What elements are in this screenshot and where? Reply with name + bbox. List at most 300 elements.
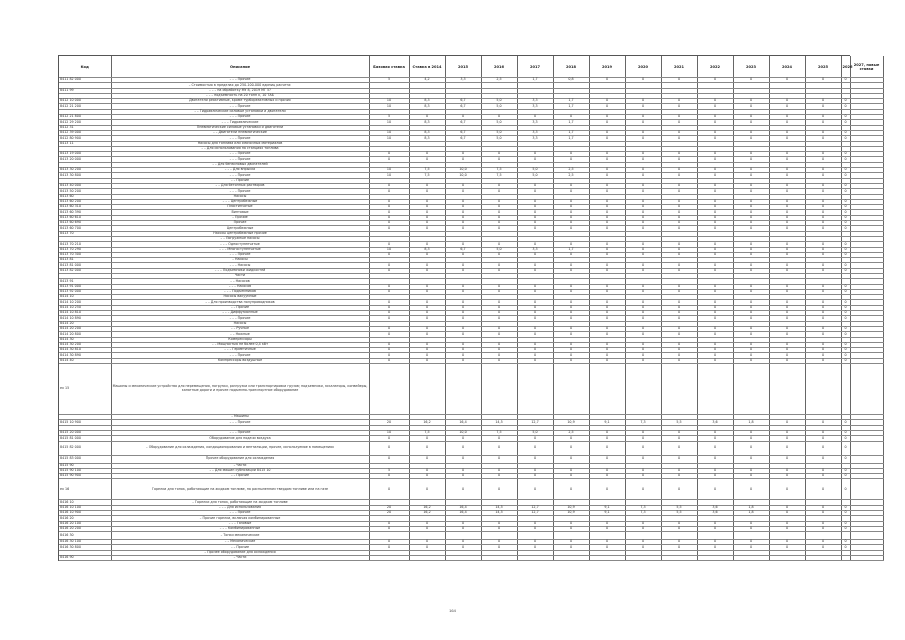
rate-cell: 0 bbox=[769, 247, 805, 252]
rate-cell: 0 bbox=[769, 289, 805, 294]
row-code: 8413 70 210 bbox=[59, 242, 111, 247]
rate-cell: 0 bbox=[661, 221, 697, 226]
row-code: 8414 30 890 bbox=[59, 353, 111, 358]
rate-cell: 0 bbox=[841, 157, 850, 162]
rate-cell: 0 bbox=[733, 247, 769, 252]
rate-cell: 0 bbox=[481, 152, 517, 157]
rate-cell: 0 bbox=[769, 311, 805, 316]
rate-cell: 0 bbox=[841, 104, 850, 109]
rate-cell: 0 bbox=[445, 205, 481, 210]
row-code: 8416 20 bbox=[59, 516, 111, 521]
rate-cell: 0 bbox=[733, 120, 769, 125]
rate-cell: 0 bbox=[481, 540, 517, 545]
rate-cell: 0 bbox=[733, 436, 769, 441]
rate-cell: 0 bbox=[517, 468, 553, 473]
rate-cell: 10 bbox=[369, 173, 409, 178]
rate-cell: 0 bbox=[697, 441, 733, 455]
rate-cell: 0 bbox=[481, 210, 517, 215]
rate-cell: 0 bbox=[553, 157, 589, 162]
rate-cell: 3,6 bbox=[697, 420, 733, 425]
rate-cell: 0 bbox=[805, 168, 841, 173]
rate-cell: 0 bbox=[805, 348, 841, 353]
rate-cell: 0 bbox=[553, 215, 589, 220]
row-description: – – Насосов bbox=[111, 279, 369, 284]
rate-cell: 0 bbox=[445, 521, 481, 526]
rate-cell: 0 bbox=[625, 436, 661, 441]
rate-cell: 0 bbox=[769, 152, 805, 157]
row-description: Винтовые bbox=[111, 210, 369, 215]
rate-cell: 0 bbox=[661, 152, 697, 157]
rate-cell: 0 bbox=[769, 526, 805, 531]
row-description: Пневматические силовые установки и двигатели bbox=[111, 125, 369, 130]
rate-cell: 1,7 bbox=[517, 78, 553, 83]
rate-cell: 0 bbox=[805, 441, 841, 455]
rate-cell: 0 bbox=[769, 157, 805, 162]
rate-cell: 0 bbox=[841, 358, 850, 363]
rate-cell: 3,3 bbox=[517, 130, 553, 135]
rate-cell: 0 bbox=[697, 526, 733, 531]
rate-cell: 0 bbox=[517, 300, 553, 305]
rate-cell: 0 bbox=[661, 242, 697, 247]
rate-cell: 7,5 bbox=[481, 173, 517, 178]
rate-cell: 0 bbox=[697, 78, 733, 83]
rate-cell: 20 bbox=[369, 511, 409, 516]
rate-cell: 0 bbox=[697, 289, 733, 294]
rate-cell: 0 bbox=[769, 430, 805, 435]
row-description: Машины и механические устройства для перемещения, погрузки, разгрузки или транспортировки грузов; подъемники, эскалаторы, конвейеры, канатные дороги и прочее подъемно-транспортное оборудование bbox=[111, 364, 369, 415]
rate-cell: 0 bbox=[733, 430, 769, 435]
rate-cell: 0 bbox=[733, 289, 769, 294]
row-description: Компрессоры воздушные bbox=[111, 358, 369, 363]
rate-cell: 0 bbox=[697, 332, 733, 337]
row-code: 8411 82 000 bbox=[59, 78, 111, 83]
rate-cell: 0 bbox=[589, 479, 625, 500]
column-header: 2021 bbox=[661, 56, 697, 78]
rate-cell: 0 bbox=[697, 183, 733, 188]
rate-cell: 10 bbox=[369, 136, 409, 141]
rate-cell: 5,0 bbox=[481, 136, 517, 141]
rate-cell: 0 bbox=[805, 210, 841, 215]
rate-cell: 0 bbox=[589, 130, 625, 135]
rate-cell: 0,8 bbox=[553, 78, 589, 83]
rate-cell: 5,0 bbox=[481, 120, 517, 125]
row-description: – – – Прочие bbox=[111, 173, 369, 178]
rate-cell: 0 bbox=[625, 120, 661, 125]
rate-cell: 0 bbox=[369, 311, 409, 316]
rate-cell: 0 bbox=[661, 104, 697, 109]
rate-cell: 0 bbox=[481, 545, 517, 550]
rate-cell: 0 bbox=[733, 226, 769, 231]
rate-cell: 2,5 bbox=[553, 430, 589, 435]
row-code: 8415 90 100 bbox=[59, 468, 111, 473]
rate-cell: 0 bbox=[733, 183, 769, 188]
rate-cell: 3,3 bbox=[517, 247, 553, 252]
rate-cell: 12,7 bbox=[517, 420, 553, 425]
rate-cell: 0 bbox=[769, 305, 805, 310]
rate-cell: 0 bbox=[805, 545, 841, 550]
rate-cell: 0 bbox=[445, 215, 481, 220]
table-row bbox=[59, 455, 883, 463]
rate-cell: 0 bbox=[625, 104, 661, 109]
rate-cell: 0 bbox=[553, 342, 589, 347]
rate-cell: 0 bbox=[445, 152, 481, 157]
row-description: – – – Прочие bbox=[111, 430, 369, 435]
column-header: 2015 bbox=[445, 56, 481, 78]
rate-cell: 0 bbox=[589, 168, 625, 173]
table-row bbox=[59, 364, 883, 415]
row-description: – Стоимостью в пределах до 250-100-000 единиц расчета: bbox=[111, 83, 369, 88]
row-code: ex 16 bbox=[59, 479, 111, 500]
rate-cell: 0 bbox=[481, 252, 517, 257]
rate-cell: 0 bbox=[553, 468, 589, 473]
rate-cell: 0 bbox=[625, 284, 661, 289]
row-description: – – – Прочие bbox=[111, 152, 369, 157]
row-code: ex 15 bbox=[59, 364, 111, 415]
rate-cell: 0 bbox=[733, 284, 769, 289]
rate-cell: 0 bbox=[625, 300, 661, 305]
rate-cell bbox=[369, 532, 409, 540]
rate-cell bbox=[589, 364, 625, 415]
row-description: Центробежные bbox=[111, 226, 369, 231]
rate-cell: 0 bbox=[733, 342, 769, 347]
row-description: – – Ручные bbox=[111, 326, 369, 331]
rate-cell: 0 bbox=[369, 526, 409, 531]
rate-cell: 16,2 bbox=[409, 420, 445, 425]
row-code: 8415 81 000 bbox=[59, 436, 111, 441]
row-code: 8414 10 200 bbox=[59, 300, 111, 305]
row-code: 8413 60 200 bbox=[59, 199, 111, 204]
rate-cell: 8,3 bbox=[409, 104, 445, 109]
rate-cell: 0 bbox=[697, 130, 733, 135]
rate-cell: 0 bbox=[841, 221, 850, 226]
rate-cell: 5,5 bbox=[661, 511, 697, 516]
rate-cell: 0 bbox=[661, 284, 697, 289]
rate-cell: 0 bbox=[409, 284, 445, 289]
rate-cell: 14,5 bbox=[481, 420, 517, 425]
rate-cell: 0 bbox=[769, 168, 805, 173]
rate-cell: 0 bbox=[553, 521, 589, 526]
rate-cell: 0 bbox=[733, 173, 769, 178]
rate-cell: 0 bbox=[445, 221, 481, 226]
rate-cell: 0 bbox=[445, 252, 481, 257]
rate-cell: 0 bbox=[697, 326, 733, 331]
rate-cell: 0 bbox=[661, 252, 697, 257]
rate-cell: 0 bbox=[409, 210, 445, 215]
rate-cell: 0 bbox=[697, 221, 733, 226]
row-description: – – Двигатели пневматические bbox=[111, 130, 369, 135]
rate-cell: 0 bbox=[697, 430, 733, 435]
tariff-table bbox=[59, 56, 884, 561]
rate-cell: 0 bbox=[805, 263, 841, 268]
rate-cell: 0 bbox=[409, 526, 445, 531]
row-code: 8413 82 000 bbox=[59, 268, 111, 273]
rate-cell: 0 bbox=[733, 189, 769, 194]
rate-cell: 10 bbox=[369, 168, 409, 173]
rate-cell: 0 bbox=[369, 348, 409, 353]
rate-cell: 0 bbox=[805, 436, 841, 441]
row-code: 8413 70 290 bbox=[59, 247, 111, 252]
rate-cell: 0 bbox=[481, 221, 517, 226]
rate-cell: 0 bbox=[517, 311, 553, 316]
rate-cell: 0 bbox=[589, 268, 625, 273]
rate-cell: 0 bbox=[661, 130, 697, 135]
row-code: 8414 30 810 bbox=[59, 348, 111, 353]
rate-cell: 0 bbox=[589, 120, 625, 125]
rate-cell: 0 bbox=[481, 353, 517, 358]
rate-cell: 0 bbox=[445, 311, 481, 316]
rate-cell: 0 bbox=[589, 284, 625, 289]
rate-cell: 9,1 bbox=[589, 511, 625, 516]
rate-cell: 0 bbox=[517, 152, 553, 157]
row-description: Насосы вакуумные bbox=[111, 295, 369, 300]
header-row bbox=[59, 56, 883, 78]
rate-cell: 0 bbox=[481, 268, 517, 273]
rate-cell: 0 bbox=[553, 226, 589, 231]
rate-cell: 0 bbox=[481, 474, 517, 479]
rate-cell: 0 bbox=[805, 173, 841, 178]
row-description: – Прочие горелки, включая комбинированные bbox=[111, 516, 369, 521]
rate-cell: 0 bbox=[589, 183, 625, 188]
rate-cell: 6,7 bbox=[445, 136, 481, 141]
column-header: Описание bbox=[111, 56, 369, 78]
rate-cell: 0 bbox=[625, 221, 661, 226]
rate-cell: 0 bbox=[409, 189, 445, 194]
rate-cell bbox=[841, 556, 850, 561]
rate-cell: 0 bbox=[805, 104, 841, 109]
rate-cell: 0 bbox=[409, 348, 445, 353]
rate-cell: 0 bbox=[769, 284, 805, 289]
rate-cell: 0 bbox=[409, 152, 445, 157]
rate-cell: 0 bbox=[517, 263, 553, 268]
rate-cell: 1,7 bbox=[553, 136, 589, 141]
rate-cell: 0 bbox=[369, 436, 409, 441]
rate-cell: 0 bbox=[517, 348, 553, 353]
rate-cell: 0 bbox=[841, 348, 850, 353]
rate-cell: 0 bbox=[733, 474, 769, 479]
rate-cell: 0 bbox=[589, 205, 625, 210]
rate-cell: 0 bbox=[733, 316, 769, 321]
rate-cell: 0 bbox=[733, 311, 769, 316]
row-description: Прочее оборудование для охлаждения bbox=[111, 455, 369, 463]
rate-cell: 0 bbox=[697, 247, 733, 252]
rate-cell: 0 bbox=[733, 210, 769, 215]
row-description: Части bbox=[111, 273, 369, 278]
rate-cell: 0 bbox=[553, 436, 589, 441]
rate-cell: 0 bbox=[841, 268, 850, 273]
rate-cell: 0 bbox=[445, 332, 481, 337]
row-code: 8413 81 bbox=[59, 258, 111, 263]
rate-cell: 0 bbox=[517, 205, 553, 210]
rate-cell: 0 bbox=[625, 152, 661, 157]
column-header: 2020 bbox=[625, 56, 661, 78]
row-description: – Насосы bbox=[111, 258, 369, 263]
rate-cell: 0 bbox=[661, 316, 697, 321]
rate-cell: 0 bbox=[445, 455, 481, 463]
rate-cell: 0 bbox=[517, 353, 553, 358]
column-header: Базовая ставка bbox=[369, 56, 409, 78]
rate-cell: 9,1 bbox=[589, 505, 625, 510]
rate-cell: 0 bbox=[625, 78, 661, 83]
rate-cell: 0 bbox=[625, 332, 661, 337]
row-description: Насосы для топлива или смазочных материалов bbox=[111, 141, 369, 146]
rate-cell: 0 bbox=[769, 252, 805, 257]
rate-cell: 0 bbox=[589, 436, 625, 441]
rate-cell: 0 bbox=[841, 420, 850, 425]
rate-cell: 0 bbox=[697, 99, 733, 104]
rate-cell: 0 bbox=[589, 242, 625, 247]
rate-cell: 0 bbox=[369, 199, 409, 204]
rate-cell: 0 bbox=[805, 455, 841, 463]
table-header bbox=[59, 56, 883, 78]
row-description: – – – Прочие bbox=[111, 420, 369, 425]
rate-cell: 0 bbox=[553, 242, 589, 247]
rate-cell: 0 bbox=[805, 511, 841, 516]
rate-cell: 0 bbox=[409, 115, 445, 120]
rate-cell: 0 bbox=[625, 311, 661, 316]
table-row bbox=[59, 532, 883, 540]
rate-cell bbox=[517, 532, 553, 540]
rate-cell: 0 bbox=[625, 526, 661, 531]
rate-cell: 0 bbox=[661, 455, 697, 463]
rate-cell: 0 bbox=[841, 545, 850, 550]
rate-cell: 0 bbox=[445, 268, 481, 273]
rate-cell: 0 bbox=[841, 215, 850, 220]
rate-cell: 0 bbox=[661, 120, 697, 125]
rate-cell: 0 bbox=[445, 300, 481, 305]
row-description: – – – Многоступенчатые bbox=[111, 247, 369, 252]
rate-cell: 0 bbox=[517, 289, 553, 294]
rate-cell: 0 bbox=[697, 348, 733, 353]
rate-cell: 3,3 bbox=[517, 99, 553, 104]
rate-cell: 0 bbox=[661, 157, 697, 162]
row-code: 8416 30 bbox=[59, 532, 111, 540]
rate-cell: 0 bbox=[769, 326, 805, 331]
rate-cell: 0 bbox=[589, 210, 625, 215]
rate-cell: 0 bbox=[841, 455, 850, 463]
rate-cell: 0 bbox=[661, 289, 697, 294]
rate-cell: 0 bbox=[553, 332, 589, 337]
row-code: 8415 83 000 bbox=[59, 455, 111, 463]
rate-cell: 0 bbox=[697, 173, 733, 178]
row-description: Насосы центробежные прочие bbox=[111, 231, 369, 236]
rate-cell: 5,0 bbox=[481, 104, 517, 109]
rate-cell: 0 bbox=[733, 441, 769, 455]
rate-cell: 0 bbox=[409, 242, 445, 247]
rate-cell: 0 bbox=[625, 189, 661, 194]
row-description: Насосы bbox=[111, 194, 369, 199]
rate-cell: 0 bbox=[625, 479, 661, 500]
rate-cell: 9,1 bbox=[589, 420, 625, 425]
row-description: – Топки механические bbox=[111, 532, 369, 540]
rate-cell bbox=[850, 556, 883, 561]
rate-cell: 0 bbox=[733, 252, 769, 257]
rate-cell: 0 bbox=[733, 242, 769, 247]
rate-cell: 0 bbox=[841, 289, 850, 294]
rate-cell: 10 bbox=[369, 130, 409, 135]
rate-cell: 0 bbox=[409, 289, 445, 294]
rate-cell: 0 bbox=[697, 353, 733, 358]
rate-cell: 10,9 bbox=[553, 511, 589, 516]
rate-cell: 0 bbox=[553, 526, 589, 531]
row-code: 8413 60 610 bbox=[59, 215, 111, 220]
rate-cell: 0 bbox=[661, 436, 697, 441]
rate-cell: 3,3 bbox=[517, 136, 553, 141]
rate-cell: 0 bbox=[445, 441, 481, 455]
rate-cell: 0 bbox=[625, 115, 661, 120]
rate-cell: 0 bbox=[697, 316, 733, 321]
row-description: Пластинчатые bbox=[111, 205, 369, 210]
rate-cell: 0 bbox=[661, 441, 697, 455]
rate-cell: 0 bbox=[369, 521, 409, 526]
rate-cell: 0 bbox=[369, 441, 409, 455]
rate-cell: 0 bbox=[517, 157, 553, 162]
rate-cell: 0 bbox=[805, 468, 841, 473]
rate-cell: 0 bbox=[369, 316, 409, 321]
rate-cell: 0 bbox=[625, 168, 661, 173]
rate-cell: 0 bbox=[369, 326, 409, 331]
rate-cell: 0 bbox=[697, 311, 733, 316]
row-code: 8416 90 bbox=[59, 556, 111, 561]
rate-cell: 0 bbox=[589, 353, 625, 358]
rate-cell: 0 bbox=[805, 120, 841, 125]
rate-cell: 0 bbox=[661, 342, 697, 347]
rate-cell: 5 bbox=[369, 115, 409, 120]
column-header: 2023 bbox=[733, 56, 769, 78]
rate-cell bbox=[445, 556, 481, 561]
rate-cell: 0 bbox=[805, 205, 841, 210]
rate-cell: 0 bbox=[625, 136, 661, 141]
rate-cell: 0 bbox=[625, 455, 661, 463]
rate-cell: 0 bbox=[369, 242, 409, 247]
rate-cell: 0 bbox=[697, 342, 733, 347]
column-header: 2025 bbox=[805, 56, 841, 78]
rate-cell: 0 bbox=[517, 342, 553, 347]
rate-cell bbox=[697, 532, 733, 540]
rate-cell: 0 bbox=[805, 420, 841, 425]
rate-cell: 8,3 bbox=[409, 99, 445, 104]
rate-cell: 0 bbox=[445, 526, 481, 531]
rate-cell: 0 bbox=[589, 199, 625, 204]
rate-cell: 0 bbox=[769, 420, 805, 425]
row-description: – – – Насосов bbox=[111, 284, 369, 289]
row-code: 8416 20 200 bbox=[59, 526, 111, 531]
rate-cell: 6,7 bbox=[445, 247, 481, 252]
rate-cell: 0 bbox=[625, 353, 661, 358]
row-code: 8413 60 690 bbox=[59, 221, 111, 226]
rate-cell: 0 bbox=[697, 120, 733, 125]
rate-cell: 0 bbox=[661, 199, 697, 204]
row-description: – Машины bbox=[111, 415, 369, 420]
rate-cell: 0 bbox=[553, 152, 589, 157]
rate-cell: 0 bbox=[589, 215, 625, 220]
row-code: 8412 10 000 bbox=[59, 99, 111, 104]
rate-cell: 0 bbox=[841, 152, 850, 157]
rate-cell: 0 bbox=[553, 284, 589, 289]
rate-cell: 0 bbox=[409, 252, 445, 257]
rate-cell: 0 bbox=[409, 332, 445, 337]
rate-cell bbox=[481, 364, 517, 415]
row-description: – – Для бензиновых двигателей bbox=[111, 162, 369, 167]
rate-cell: 0 bbox=[517, 545, 553, 550]
rate-cell: 0 bbox=[481, 441, 517, 455]
rate-cell: 0 bbox=[769, 521, 805, 526]
rate-cell: 0 bbox=[661, 540, 697, 545]
rate-cell: 0 bbox=[369, 252, 409, 257]
rate-cell: 0 bbox=[769, 221, 805, 226]
rate-cell: 0 bbox=[805, 189, 841, 194]
rate-cell: 0 bbox=[445, 358, 481, 363]
rate-cell: 0 bbox=[553, 316, 589, 321]
